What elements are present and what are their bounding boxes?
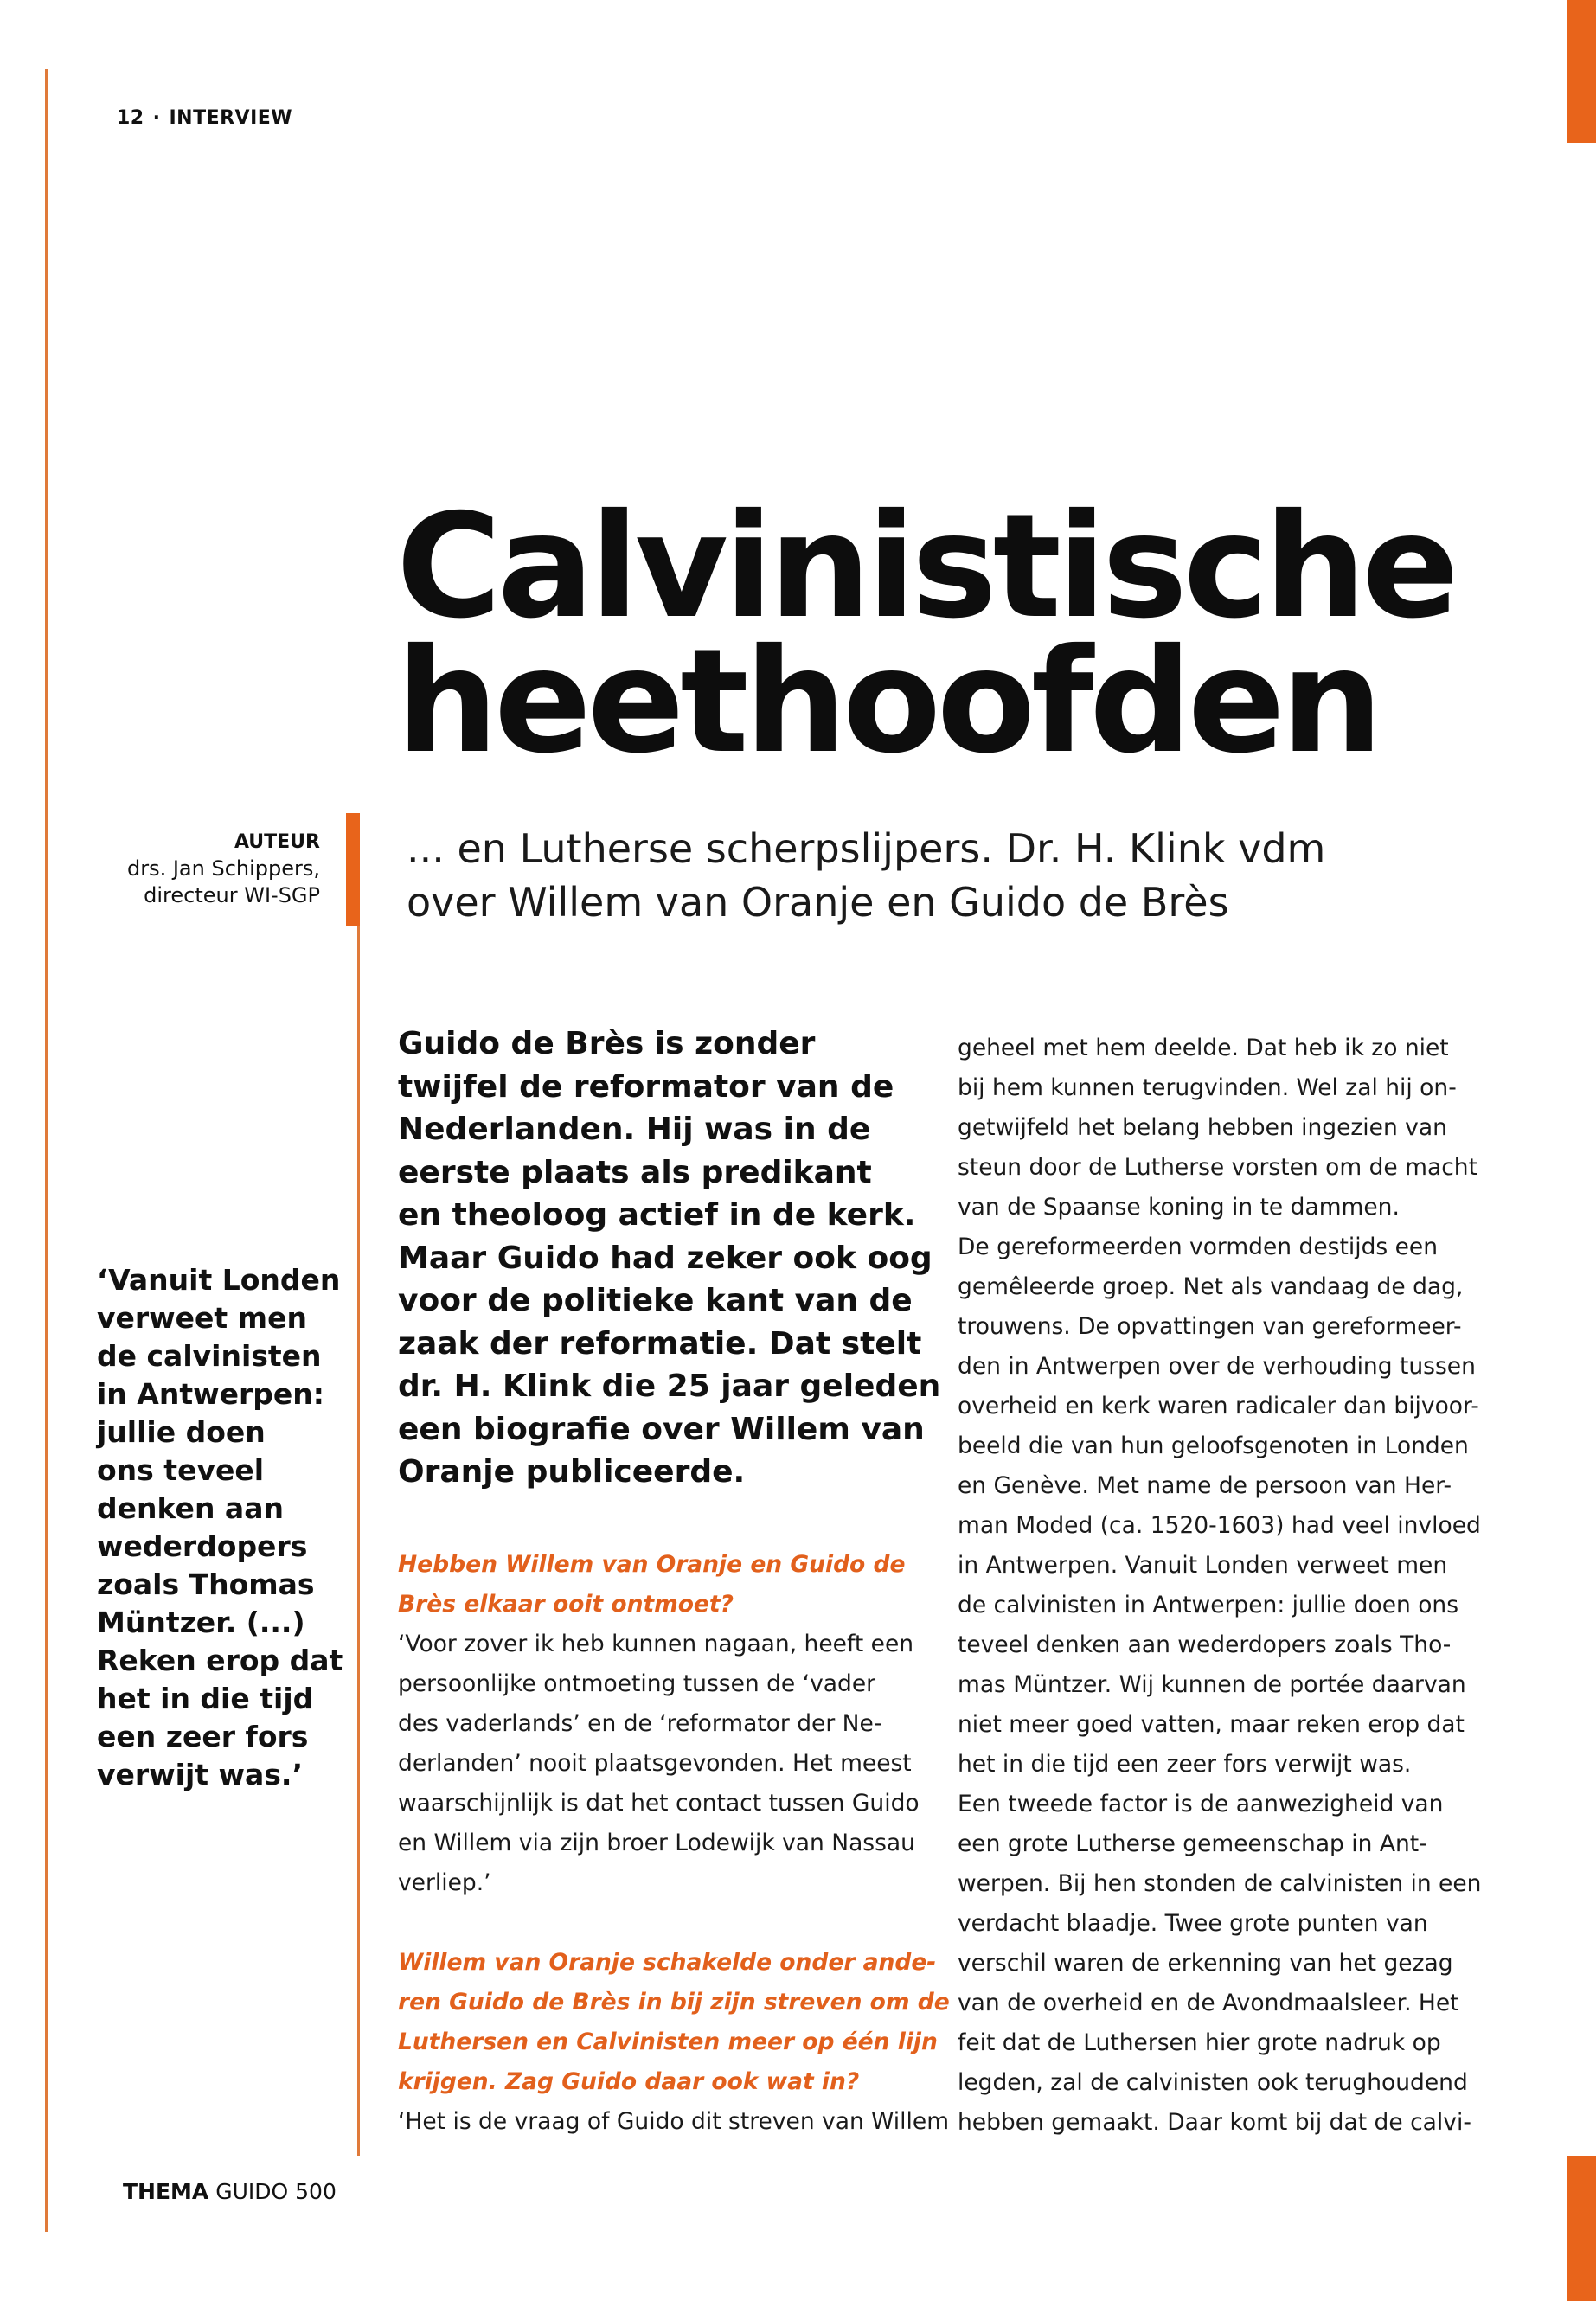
body-column-2 — [958, 1029, 1482, 2143]
author-label: AUTEUR — [234, 831, 320, 853]
left-margin-rule — [45, 69, 48, 2232]
intro-line: een biografie over Willem van — [398, 1411, 925, 1447]
intro-line: eerste plaats als predikant — [398, 1154, 872, 1190]
interview-question-line: Brès elkaar ooit ontmoet? — [398, 1591, 734, 1618]
author-name: drs. Jan Schippers, — [126, 856, 320, 881]
column-divider-rule — [357, 917, 360, 2156]
body-text-line: mas Müntzer. Wij kunnen de portée daarvan — [958, 1671, 1466, 1698]
body-text-line: overheid en kerk waren radicaler dan bijvoor- — [958, 1393, 1479, 1420]
pull-quote-line: Reken erop dat — [97, 1644, 343, 1677]
body-text-line: beeld die van hun geloofsgenoten in Londen — [958, 1433, 1469, 1459]
intro-line: twijfel de reformator van de — [398, 1068, 894, 1105]
body-text-line: teveel denken aan wederdopers zoals Tho- — [958, 1631, 1452, 1658]
title-line: Calvinistische — [396, 484, 1455, 651]
pull-quote-line: denken aan — [97, 1491, 284, 1525]
body-text-line: verdacht blaadje. Twee grote punten van — [958, 1910, 1428, 1937]
pull-quote-line: in Antwerpen: — [97, 1377, 324, 1411]
body-text-line: Een tweede factor is de aanwezigheid van — [958, 1791, 1444, 1817]
body-text-line: van de Spaanse koning in te dammen. — [958, 1194, 1400, 1221]
article-subtitle — [407, 822, 1531, 929]
paragraph-gap — [398, 1903, 917, 1943]
footer-issue: GUIDO 500 — [208, 2179, 337, 2204]
intro-line: Maar Guido had zeker ook oog — [398, 1240, 933, 1276]
pull-quote-line: Müntzer. (...) — [97, 1606, 305, 1639]
footer-theme: THEMA — [123, 2179, 209, 2204]
intro-line: dr. H. Klink die 25 jaar geleden — [398, 1368, 941, 1404]
body-text-line: een grote Lutherse gemeenschap in Ant- — [958, 1830, 1427, 1857]
body-text-line: niet meer goed vatten, maar reken erop dat — [958, 1711, 1465, 1738]
body-text-line: De gereformeerden vormden destijds een — [958, 1234, 1439, 1260]
interview-question-line: krijgen. Zag Guido daar ook wat in? — [398, 2068, 860, 2095]
pull-quote-line: ons teveel — [97, 1453, 265, 1487]
body-text-line: gemêleerde groep. Net als vandaag de dag, — [958, 1273, 1464, 1300]
answer-line: en Willem via zijn broer Lodewijk van Nassau — [398, 1830, 915, 1856]
pull-quote-line: verwijt was.’ — [97, 1758, 304, 1791]
body-text-line: man Moded (ca. 1520-1603) had veel invloed — [958, 1512, 1481, 1539]
body-text-line: feit dat de Luthersen hier grote nadruk op — [958, 2029, 1441, 2056]
intro-paragraph — [398, 1022, 941, 1494]
subtitle-line: over Willem van Oranje en Guido de Brès — [407, 879, 1229, 926]
footer-label — [123, 2179, 337, 2204]
body-text-line: legden, zal de calvinisten ook terughoudend — [958, 2069, 1468, 2096]
running-head — [117, 107, 292, 129]
answer-line: persoonlijke ontmoeting tussen de ‘vader — [398, 1670, 876, 1697]
author-accent-bar — [346, 813, 360, 926]
body-text-line: steun door de Lutherse vorsten om de macht — [958, 1154, 1477, 1181]
pull-quote-line: wederdopers — [97, 1529, 308, 1563]
intro-line: en theoloog actief in de kerk. — [398, 1197, 916, 1233]
body-text-line: het in die tijd een zeer fors verwijt was. — [958, 1751, 1412, 1778]
body-text-line: werpen. Bij hen stonden de calvinisten in een — [958, 1870, 1482, 1897]
answer-line: des vaderlands’ en de ‘reformator der Ne- — [398, 1710, 882, 1737]
pull-quote — [97, 1261, 348, 1794]
intro-line: zaak der reformatie. Dat stelt — [398, 1325, 922, 1362]
body-column-1 — [398, 1545, 950, 2142]
answer-line: waarschijnlijk is dat het contact tussen Guido — [398, 1790, 920, 1817]
answer-line: verliep.’ — [398, 1869, 491, 1896]
author-block — [87, 829, 320, 909]
body-text-line: getwijfeld het belang hebben ingezien van — [958, 1114, 1447, 1141]
section-label: INTERVIEW — [169, 107, 293, 129]
bottom-accent-bar — [1567, 2156, 1596, 2301]
top-accent-bar — [1567, 0, 1596, 143]
page-number: 12 — [117, 107, 144, 129]
pull-quote-line: ‘Vanuit Londen — [97, 1263, 341, 1297]
pull-quote-line: de calvinisten — [97, 1339, 322, 1373]
intro-line: Oranje publiceerde. — [398, 1454, 746, 1490]
interview-question-line: Hebben Willem van Oranje en Guido de — [398, 1551, 906, 1578]
body-text-line: den in Antwerpen over de verhouding tussen — [958, 1353, 1476, 1380]
author-role: directeur WI-SGP — [144, 883, 320, 907]
answer-line: derlanden’ nooit plaatsgevonden. Het meest — [398, 1750, 912, 1777]
body-text-line: van de overheid en de Avondmaalsleer. Het — [958, 1990, 1459, 2016]
pull-quote-line: verweet men — [97, 1301, 307, 1335]
interview-question-line: Luthersen en Calvinisten meer op één lijn — [398, 2029, 938, 2055]
body-text-line: hebben gemaakt. Daar komt bij dat de calvi- — [958, 2109, 1471, 2136]
pull-quote-line: jullie doen — [97, 1415, 266, 1449]
subtitle-line: ... en Lutherse scherpslijpers. Dr. H. Klink vdm — [407, 825, 1326, 872]
interview-question-line: Willem van Oranje schakelde onder ande- — [398, 1949, 937, 1976]
body-text-line: de calvinisten in Antwerpen: jullie doen ons — [958, 1592, 1459, 1618]
answer-line: ‘Voor zover ik heb kunnen nagaan, heeft een — [398, 1631, 914, 1657]
pull-quote-line: een zeer fors — [97, 1720, 309, 1753]
intro-line: Guido de Brès is zonder — [398, 1026, 816, 1061]
pull-quote-line: het in die tijd — [97, 1682, 314, 1715]
article-title — [396, 484, 1547, 785]
title-line: heethoofden — [396, 619, 1379, 785]
pull-quote-line: zoals Thomas — [97, 1567, 315, 1601]
interview-question-line: ren Guido de Brès in bij zijn streven om de — [398, 1989, 950, 2016]
body-text-line: en Genève. Met name de persoon van Her- — [958, 1472, 1452, 1499]
body-text-line: geheel met hem deelde. Dat heb ik zo niet — [958, 1035, 1449, 1061]
body-text-line: bij hem kunnen terugvinden. Wel zal hij on- — [958, 1074, 1457, 1101]
body-text-line: in Antwerpen. Vanuit Londen verweet men — [958, 1552, 1448, 1579]
body-text-line: verschil waren de erkenning van het gezag — [958, 1950, 1453, 1977]
body-text-line: trouwens. De opvattingen van gereformeer- — [958, 1313, 1462, 1340]
intro-line: voor de politieke kant van de — [398, 1283, 913, 1318]
answer-line: ‘Het is de vraag of Guido dit streven van Willem — [398, 2108, 950, 2135]
separator-dot: · — [152, 107, 161, 129]
intro-line: Nederlanden. Hij was in de — [398, 1112, 871, 1147]
